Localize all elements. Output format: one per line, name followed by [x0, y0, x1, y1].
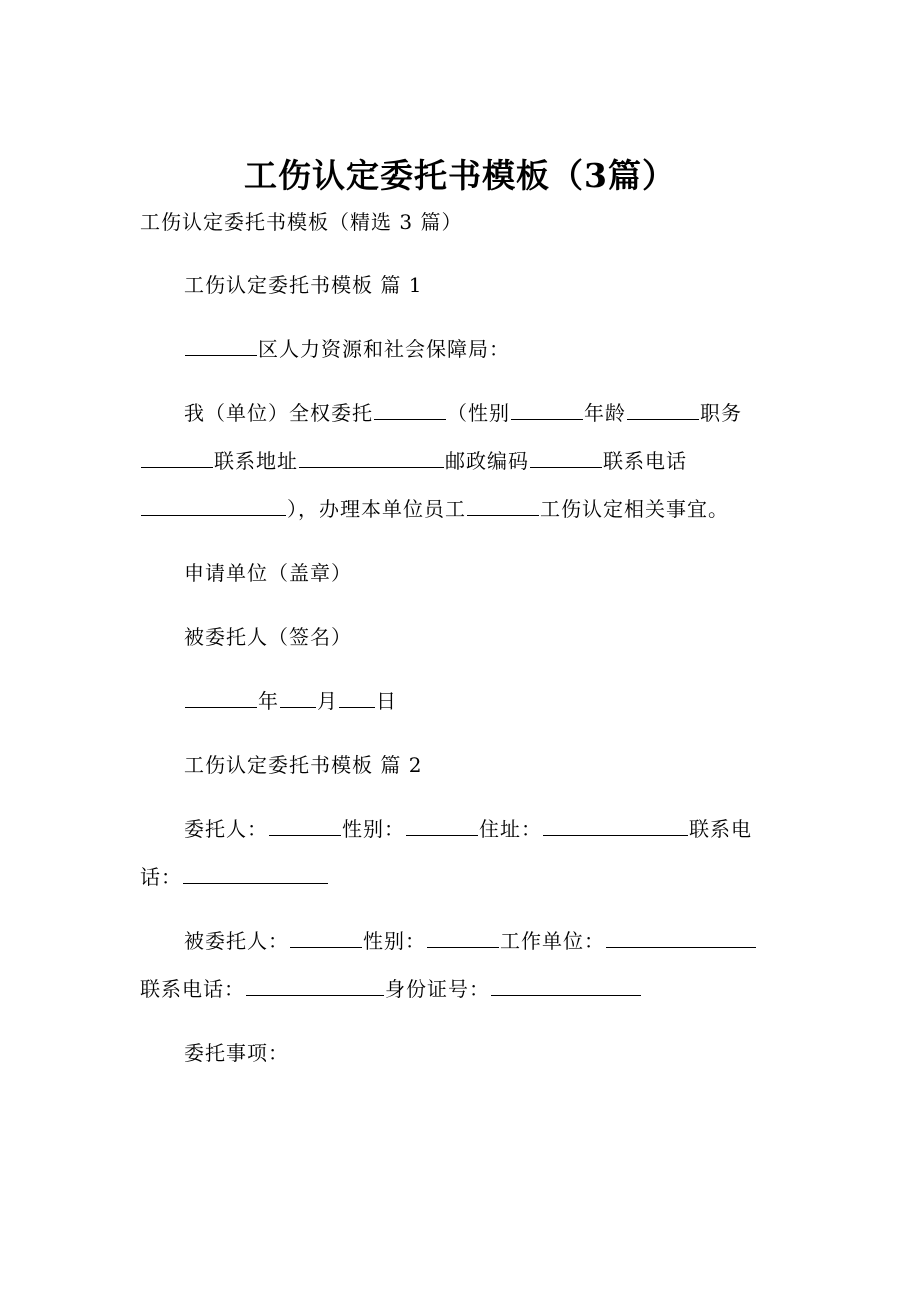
blank-client-address	[543, 817, 688, 836]
trustee-line-2	[140, 977, 642, 1001]
date-line	[184, 689, 397, 713]
blank-month	[280, 689, 316, 708]
section1-heading: 工伤认定委托书模板 篇 1	[184, 273, 423, 297]
body-handle-text: ），办理本单位员工	[287, 497, 466, 521]
blank-employee	[467, 497, 539, 516]
addressee-line	[184, 337, 510, 361]
blank-id-number	[491, 977, 641, 996]
blank-work-unit	[606, 929, 756, 948]
client-line-1	[184, 817, 752, 841]
trustee-label: 被委托人：	[184, 929, 289, 953]
blank-year	[185, 689, 257, 708]
blank-client-phone	[183, 865, 328, 884]
blank-trustee-phone	[246, 977, 384, 996]
client-phone-label-part2: 话：	[140, 865, 182, 889]
body-matter-text: 工伤认定相关事宜。	[540, 497, 729, 521]
body-line-2	[140, 449, 687, 473]
client-gender-label: 性别：	[342, 817, 405, 841]
trustee-line-1	[184, 929, 757, 953]
blank-gender	[511, 401, 583, 420]
body-line-1	[184, 401, 742, 425]
document-title: 工伤认定委托书模板（3篇）	[244, 156, 676, 195]
blank-trustee-name	[374, 401, 446, 420]
blank-postcode	[530, 449, 602, 468]
id-number-label: 身份证号：	[385, 977, 490, 1001]
body-entrust-text: 我（单位）全权委托	[184, 401, 373, 425]
blank-district	[185, 337, 257, 356]
body-line-3	[140, 497, 729, 521]
day-label: 日	[376, 689, 397, 713]
trustee-gender-label: 性别：	[363, 929, 426, 953]
blank-phone	[141, 497, 286, 516]
body-address-text: 联系地址	[214, 449, 298, 473]
blank-day	[339, 689, 375, 708]
matters-label: 委托事项：	[184, 1041, 289, 1065]
trustee-phone-label: 联系电话：	[140, 977, 245, 1001]
client-line-2	[140, 865, 329, 889]
addressee-text: 区人力资源和社会保障局：	[258, 337, 510, 361]
document-subtitle: 工伤认定委托书模板（精选 3 篇）	[140, 210, 463, 234]
work-unit-label: 工作单位：	[500, 929, 605, 953]
client-phone-label-part1: 联系电	[689, 817, 752, 841]
blank-age	[627, 401, 699, 420]
blank-client-gender	[406, 817, 478, 836]
body-age-text: 年龄	[584, 401, 626, 425]
month-label: 月	[317, 689, 338, 713]
body-gender-text: （性别	[447, 401, 510, 425]
blank-position	[141, 449, 213, 468]
client-label: 委托人：	[184, 817, 268, 841]
blank-trustee-name-2	[290, 929, 362, 948]
body-position-text: 职务	[700, 401, 742, 425]
blank-address	[299, 449, 444, 468]
body-postcode-text: 邮政编码	[445, 449, 529, 473]
blank-trustee-gender	[427, 929, 499, 948]
trustee-sign-line: 被委托人（签名）	[184, 625, 352, 649]
applicant-seal-line: 申请单位（盖章）	[184, 561, 352, 585]
section2-heading: 工伤认定委托书模板 篇 2	[184, 753, 423, 777]
client-address-label: 住址：	[479, 817, 542, 841]
year-label: 年	[258, 689, 279, 713]
blank-client-name	[269, 817, 341, 836]
body-phone-text: 联系电话	[603, 449, 687, 473]
